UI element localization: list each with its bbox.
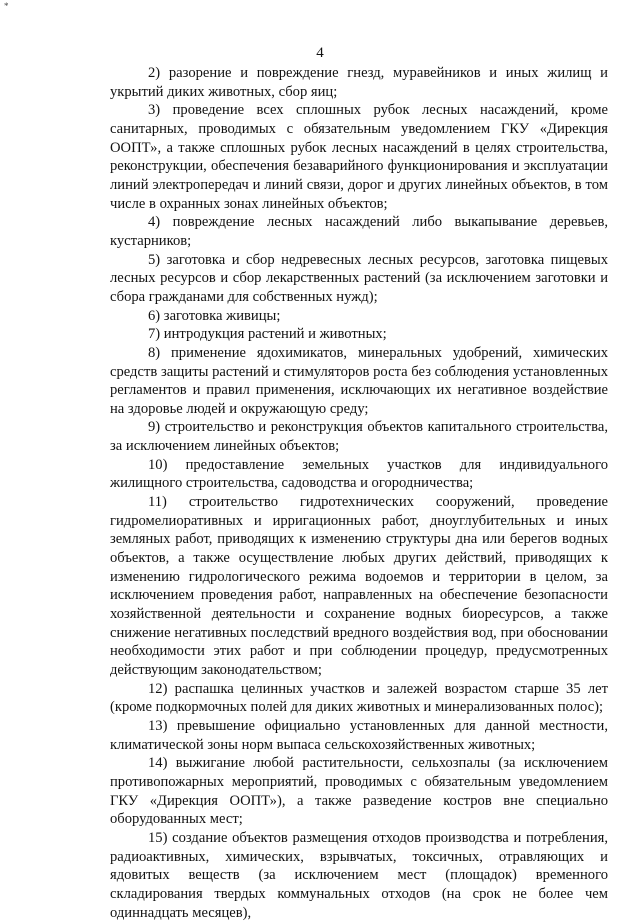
list-item: 9) строительство и реконструкция объектов капитального строительства, за исключением линейных объектов; — [110, 419, 608, 455]
list-item: 14) выжигание любой растительности, сельхозпалы (за исключением противопожарных мероприятий, проводимых с обязательным уведомлением ГКУ «Дирекция ООПТ»), а также разведение костров вне специально оборудованных мест; — [110, 755, 608, 828]
list-item: 8) применение ядохимикатов, минеральных удобрений, химических средств защиты растений и стимуляторов роста без соблюдения установленных регламентов и правил применения, исключающих их негативное воздействие на здоровье людей и окружающую среду; — [110, 344, 608, 417]
list-item: 12) распашка целинных участков и залежей возрастом старше 35 лет (кроме подкормочных полей для диких животных и минерализованных полос); — [110, 680, 608, 716]
list-item: 15) создание объектов размещения отходов производства и потребления, радиоактивных, химических, взрывчатых, токсичных, отравляющих и ядовитых веществ (за исключением мест (площадок) временного складирования твердых коммунальных отходов (на срок не более чем одиннадцать месяцев), — [110, 829, 608, 921]
list-item: 5) заготовка и сбор недревесных лесных ресурсов, заготовка пищевых лесных ресурсов и сбор лекарственных растений (за исключением заготовки и сбора гражданами для собственных нужд); — [110, 251, 608, 305]
list-item: 6) заготовка живицы; — [148, 307, 281, 324]
page-number: 4 — [316, 45, 324, 61]
list-item: 4) повреждение лесных насаждений либо выкапывание деревьев, кустарников; — [110, 214, 608, 249]
document-body — [110, 64, 608, 922]
corner-mark: * — [4, 1, 9, 11]
list-item: 13) превышение официально установленных для данной местности, климатической зоны норм выпаса сельскохозяйственных животных; — [110, 717, 608, 753]
list-item: 10) предоставление земельных участков для индивидуального жилищного строительства, садоводства и огородничества; — [110, 456, 608, 492]
list-item: 2) разорение и повреждение гнезд, муравейников и иных жилищ и укрытий диких животных, сбор яиц; — [110, 65, 608, 100]
list-item: 11) строительство гидротехнических сооружений, проведение гидромелиоративных и ирригационных работ, дноуглубительных и иных земляных работ, приводящих к изменению структуры дна или берегов водных объектов, а также осуществление любых других действий, приводящих к изменению гидрологического режима водоемов и территории в целом, за исключением проведения работ, направленных на обеспечение безопасности хозяйственной деятельности и сохранение водных биоресурсов, а также снижение негативных последствий вредного воздействия вод, при обосновании необходимости этих работ и при соблюдении процедур, предусмотренных действующим законодательством; — [110, 494, 608, 678]
list-item: 3) проведение всех сплошных рубок лесных насаждений, кроме санитарных, проводимых с обязательным уведомлением ГКУ «Дирекция ООПТ», а также сплошных рубок лесных насаждений в целях строительства, реконструкции, обеспечения безаварийного функционирования и эксплуатации линий электропередач и линий связи, дорог и других линейных объектов, в том числе в охранных зонах линейных объектов; — [110, 102, 608, 212]
list-item: 7) интродукция растений и животных; — [148, 326, 387, 343]
